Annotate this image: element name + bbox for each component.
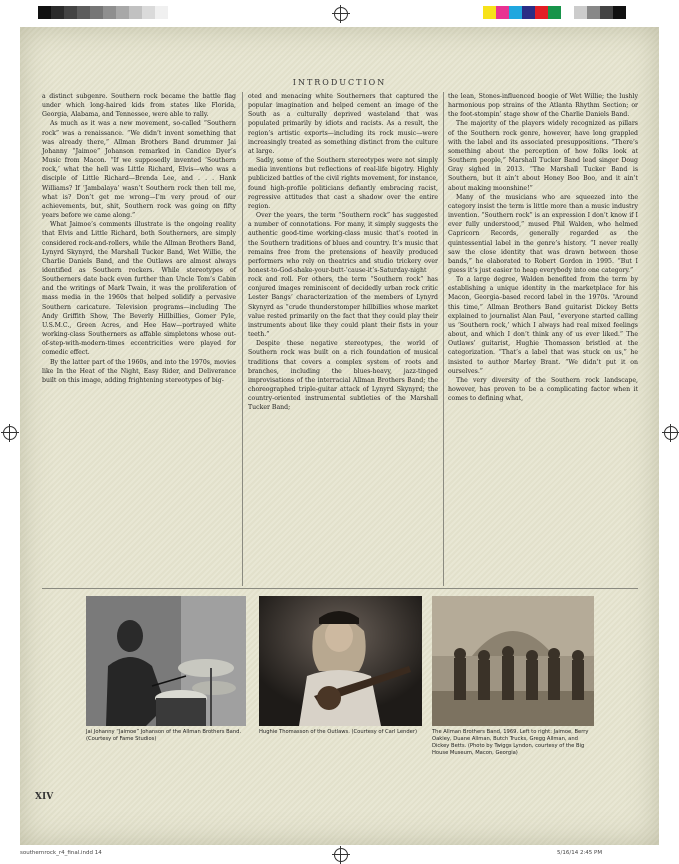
gray-swatch-8 <box>142 6 155 19</box>
text-column-2 <box>248 92 438 412</box>
color-swatch-10 <box>613 6 626 19</box>
text-column-1 <box>42 92 236 385</box>
paragraph: Many of the musicians who are squeezed into the category insist the term is little more than a music industry invention. “Southern rock” is an expression I don’t know if I ever fully understood,” mused Phil Walden, who helmed Capricorn Records, generally regarded as the quintessential label in the genre’s history. “I never really saw the close identity that was drawn between those bands,” he elaborated to Robert Gordon in 1995. “But I guess it’s just easier to heap everybody into one category.” <box>448 193 638 274</box>
print-slug-filename: southernrock_r4_final.indd 14 <box>20 850 102 856</box>
registration-mark-top <box>334 7 348 21</box>
photo-allman-brothers-band <box>432 596 594 726</box>
paragraph: Despite these negative stereotypes, the world of Southern rock was built on a rich foundation of musical traditions that covers a complex system of roots and branches, including the blues-heavy, jazz-tinged improvisations of the interracial Allman Brothers Band; the choreographed triple-guitar attack of Lynyrd Skynyrd; the country-oriented instrumental subtleties of the Marshall Tucker Band; <box>248 340 438 412</box>
color-swatch-8 <box>587 6 600 19</box>
paragraph: The very diversity of the Southern rock landscape, however, has proven to be a complicating factor when it comes to defining what, <box>448 376 638 403</box>
paragraph: What Jaimoe’s comments illustrate is the ongoing reality that Elvis and Little Richard, both Southerners, are simply considered rock-and-rollers, while the Allman Brothers Band, Lynyrd Skynyrd, the Marshall Tucker Band, Wet Willie, the Charlie Daniels Band, and the Outlaws are almost always identified as Southern rockers. While stereotypes of Southerners date back even further than Uncle Tom’s Cabin and the writings of Mark Twain, it was the proliferation of mass media in the 1960s that helped solidify a pervasive Southern caricature. Television programs—including The Andy Griffith Show, The Beverly Hillbillies, Gomer Pyle, U.S.M.C., Green Acres, and Hee Haw—portrayed white working-class Southerners as affable simpletons whose out-of-step-with-modern-times eccentricities were played for comedic effect. <box>42 221 236 357</box>
text-column-3 <box>448 92 638 403</box>
paragraph: As much as it was a new movement, so-called “Southern rock” was a renaissance. “We didn’t invent something that was already there,” Allman Brothers Band drummer Jai Johanny “Jaimoe” Johanson remarked in Candice Dyer’s Music from Macon. “If we supposedly invented ‘Southern rock,’ what the hell was Little Richard, Elvis—who was a disciple of Little Richard—Brenda Lee, and . . . Hank Williams? If ‘Jambalaya’ wasn’t Southern rock then tell me, what is? Don’t get me wrong—I’m very proud of our achievements, but, shit, Southern rock was going on fifty years before we came along.” <box>42 120 236 220</box>
paragraph: the lean, Stones-influenced boogie of Wet Willie; the lushly harmonious pop strains of the Atlanta Rhythm Section; or the foot-stompin’ stage show of the Charlie Daniels Band. <box>448 93 638 119</box>
color-swatch-2 <box>509 6 522 19</box>
paragraph: To a large degree, Walden benefited from the term by establishing a unique identity in the marketplace for his Macon, Georgia–based record label in the 1970s. “Around this time,” Allman Brothers Band guitarist Dickey Betts explained to journalist Alan Paul, “everyone started calling us ‘Southern rock,’ which I always had real mixed feelings about, and which I don’t think any of us ever liked.” The Outlaws’ guitarist, Hughie Thomasson bristled at the categorization. “That’s a label that was stuck on us,” he insisted to author Marley Brant. “We didn’t put it on ourselves.” <box>448 276 638 375</box>
color-swatch-9 <box>600 6 613 19</box>
registration-mark-left <box>3 426 17 440</box>
paragraph: By the latter part of the 1960s, and into the 1970s, movies like In the Heat of the Night, Easy Rider, and Deliverance built on this image, adding frightening stereotypes of big- <box>42 358 236 384</box>
caption-allman-brothers: The Allman Brothers Band, 1969. Left to right: Jaimoe, Berry Oakley, Duane Allman, Butch Trucks, Gregg Allman, and Dickey Betts. (Photo by Twiggs Lyndon, courtesy of the Big House Museum, Macon, Georgia) <box>432 729 589 756</box>
gray-swatch-6 <box>116 6 129 19</box>
caption-thomasson: Hughie Thomasson of the Outlaws. (Courtesy of Carl Lender) <box>259 729 417 735</box>
photo-allman-brothers-image <box>432 596 594 726</box>
color-swatch-6 <box>561 6 574 19</box>
column-rule-1 <box>242 92 243 586</box>
page-number: XIV <box>35 792 54 802</box>
print-slug-timestamp: 5/16/14 2:45 PM <box>557 850 603 856</box>
running-header: INTRODUCTION <box>292 78 387 87</box>
gray-calibration-bar <box>38 6 168 19</box>
color-swatch-5 <box>548 6 561 19</box>
gray-swatch-3 <box>77 6 90 19</box>
color-swatch-11 <box>626 6 639 19</box>
gray-swatch-9 <box>155 6 168 19</box>
photo-thomasson-image <box>259 596 422 726</box>
caption-jaimoe: Jai Johanny “Jaimoe” Johanson of the Allman Brothers Band. (Courtesy of Fame Studios) <box>86 729 242 742</box>
color-calibration-bar <box>483 6 639 19</box>
registration-mark-bottom <box>334 848 348 862</box>
photo-hughie-thomasson <box>259 596 422 726</box>
gray-swatch-4 <box>90 6 103 19</box>
paragraph: a distinct subgenre. Southern rock became the battle flag under which long-haired kids from states like Florida, Georgia, Alabama, and Tennessee, were able to rally. <box>42 93 236 119</box>
paragraph: Over the years, the term “Southern rock” has suggested a number of connotations. For many, it simply suggests the authentic good-time working-class music that’s rooted in the Southern traditions of blues and country. It’s music that remains free from the pretensions of heavily produced performers who rely on theatrics and studio trickery over honest-to-God-shake-your-butt-’cause-it’s-Saturday-night rock and roll. For others, the term “Southern rock” has conjured images reminiscent of decidedly urban rock critic Lester Bangs’ characterization of the members of Lynyrd Skynyrd as “crude thunderstomper hillbillies whose market value rested primarily on the fact that they could play their instruments about like they could plant their fists in your teeth.” <box>248 212 438 339</box>
gray-swatch-0 <box>38 6 51 19</box>
color-swatch-7 <box>574 6 587 19</box>
color-swatch-3 <box>522 6 535 19</box>
photo-jaimoe <box>86 596 246 726</box>
photo-jaimoe-image <box>86 596 246 726</box>
gray-swatch-2 <box>64 6 77 19</box>
color-swatch-1 <box>496 6 509 19</box>
photo-rule <box>42 588 638 589</box>
color-swatch-0 <box>483 6 496 19</box>
gray-swatch-5 <box>103 6 116 19</box>
paragraph: oted and menacing white Southerners that captured the popular imagination and helped cement an image of the South as a culturally deprived wasteland that was populated primarily by idiots and racists. As a result, the region’s artistic exports—including its rock music—were increasingly treated as something distinct from the culture at large. <box>248 93 438 155</box>
color-swatch-4 <box>535 6 548 19</box>
gray-swatch-1 <box>51 6 64 19</box>
registration-mark-right <box>664 426 678 440</box>
column-rule-2 <box>443 92 444 586</box>
paragraph: The majority of the players widely recognized as pillars of the Southern rock genre, however, have long grappled with the label and its associated presuppositions. “There’s something about the perception of how folks look at Southern people,” Marshall Tucker Band lead singer Doug Gray sighed in 2013. “The Marshall Tucker Band is Southern, but it ain’t about Honey Boo Boo, and it ain’t about making moonshine!” <box>448 120 638 192</box>
gray-swatch-7 <box>129 6 142 19</box>
paragraph: Sadly, some of the Southern stereotypes were not simply media inventions but reflections of real-life bigotry. Highly publicized battles of the civil rights movement, for instance, found high-profile politicians defiantly embracing racist, regressive attitudes that cast a shadow over the entire region. <box>248 157 438 210</box>
